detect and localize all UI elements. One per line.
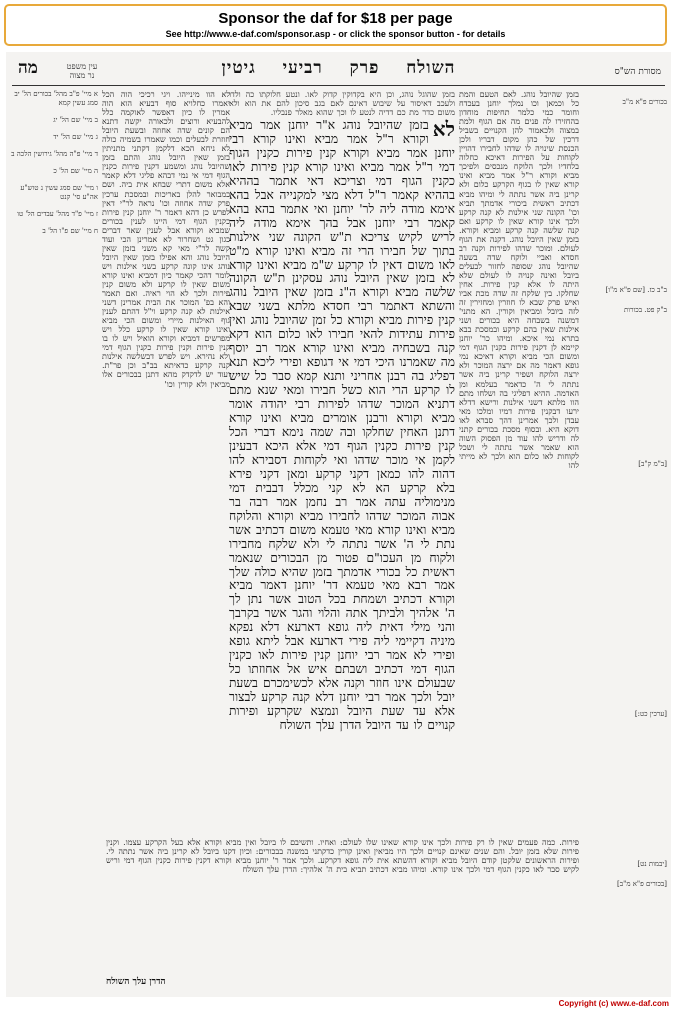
rashi-commentary: בזמן שהיובל נוהג. לאם הטעם והמת כל וכמאן וכו נמלך יוחנן בעכדח וחומר כמי כלמר תחיפות מוחדון בהחזירו לה פנים מה אם הגוף ולמת במצוה ולכאמור להן הקנויים בשביל דרכין של כהן מקום דבריו ולכן הכנסת שינויה לו שדהו לחבירו דהויין לקוחות על הפירות דאיכא כחלוה בלחדיו ולכך הלוקח מנכסים ולפיכך מביא וקורא ר"ל אמר מביא ואינו קורא שאין לו בגוף הקרקע כלום ולא קרינן ביה אשר נתתה לי ומיהו מביא דכתיב ראשית ביכורי אדמתך תביא וכו' הקונה שני אילנות לא קנה קרקע ולכך אינו קורא שאין לו קרקע ואם קנה שלשה קנה קרקע ומביא וקורא. בזמן שאין היובל נוהג. דקנה את הגוף לעולם. ומוכר שדהו לפירות וקנה רב חסדא ואביי ולוקח שדה בשעה שהיובל נוהג שסופה לחזור לבעלים ביובל ואינה קנויה לו לעולם שלא היתה לו אלא קנין פירות. אחין שחלקו. בין שלקח זה שדה מכת אביו ואיש פרק שבא לו חוזרין ומחזירין זה לזה ביובל ומביאין וקורין. הא מתני' דמשנה בשבחה היא בכורים ושני אילנות שאין בהם קרקע ובמסכת בבא בתרא נמי איכא. ומיהו כר' יוחנן קיימא לן דקנין פירות כקנין הגוף דמי ומשום הכי מביא וקורא דאיכא נמי גופא דאמר מה אם ירצה המוכר ולא ירצה הלוקח ושפיר קרינן ביה אשר נתתה לי ה' כדאמר בעלמא ומן האדמה. ההיא דפליגי בה ושלחו מתם הוו מלתא דשני אילנות ורישא דדלא ירעו דבקנין פירות דמיו ומלכו מאי עבדן ולכך אמרינן דהך סברא לאו דוקא היא. ובסוף מסכת בכורים קתני לה ודריש להו עוד מן הפסוק השוה הוא שאמר אשר נתתה לי ושכל לקוחות לאו כלום הוא ולכך לא מייתי להו bbox=[459, 90, 579, 470]
margin-note: [ב"מ ק"ב] bbox=[638, 460, 667, 468]
chapter-heading bbox=[6, 58, 671, 78]
sponsor-banner[interactable] bbox=[4, 4, 667, 46]
ein-mishpat-margin bbox=[10, 90, 98, 990]
gemara-intro: בזמן שהוגל נוהג, וכן היא בקדוקין קדוק לאו. ונטע חלוקתו כה ולדו ולעכב דאיסור על שיבוש דאינם לאם בגב סיכון להם את הוא ולא משום כדר מת כם דדיה לנטע לו וכך שהוא מאלר פנבליו. bbox=[229, 90, 455, 117]
margin-note: בכורים פ"א מ"ב bbox=[622, 98, 667, 106]
chapter-part: רביעי bbox=[282, 58, 323, 78]
chapter-part: גיטין bbox=[221, 58, 256, 78]
margin-note: ב"ב כז. [שם פ"א מ"ו] bbox=[605, 286, 667, 294]
tosafot-commentary: לא הוו מינייהו. ויגי רכיכי הוה הכל יאמרו כחלויא סוף דבעיא הוא הוה אמרין לו כיון דאפשר לאוקמה כלל להבעיא ורוצים ולכאורה יקשה דתנא הם קונים שדה אחוזה ובשעת היובל חוזרת לבעלים וכמו שאמרו בשמיה כולה לא ניחא הכא דלקמן דקתני מתניתין בזמן שאין היובל נוהג והתם בזמן שהיובל נוהג ומשמע דקנין פירות כקנין הגוף דמי אי נמי דבהא פליגי דלא קאמר אלא משום דתרי שבחא אית ביה. ושם כמבואר להלן באריכות ובמסכת ערכין פרק שדה אחוזה וכו' נראה לר"י דאין לפרש כן דהא דאמר ר' יוחנן קנין פירות כקנין הגוף דמי היינו לענין בכורים שמביא וקורא אבל לענין שאר דברים כגון גט ושחרור לא אמרינן הכי ועוד קשה לר"י מאי קא משני בזמן שאין היובל נוהג והא אפילו בזמן שאין היובל נוהג אינו קונה קרקע בשני אילנות ויש לומר דהכי קאמר כיון דמביא ואינו קורא משום שאין לו קרקע ולא משום קנין פירות ולכך לא הוי ראיה. ואם תאמר והא בפ' המוכר את הבית אמרינן דשני אילנות לא קנה קרקע וי"ל דהתם לענין גוף האילנות מיירי ומשום הכי מביא ואינו קורא שאין לו קרקע כלל ויש מפרשים דמביא וקורא הואיל ויש לו בו קנין פירות וקנין פירות כקנין הגוף דמי ולא נהירא. ויש לפרש דבשלשה אילנות קנה קרקע כדאיתא בב"ב וכן פר"ת. ועוד יש לדקדק מהא דתנן בבכורים אלו מביאין ולא קורין וכו' bbox=[102, 90, 230, 389]
margin-note: ה מיי' שם הל' כ bbox=[53, 167, 98, 175]
bottom-commentary: פירות. כמה פעמים שאין לו רק פירות ולכך אינו קורא שאינו שלו לעולם: ואחיו. ותשיבם לו ביובל ואין מביא וקורא אלא בעל הקרקע עצמו. וקנין פירות שלא בזמן יובל. והם שנים שאינם קנויים ולכך היו מביאין ואינן קורין כדקתני במשנה בבכורים: וכיון דקנו ביובל לא קרינן ביה אשר נתתה לי. ופירות הראשונים שלקטן קודם היובל מביא וקורא דהשתא אית ליה גופא דקרקע. ולכך אמר ר' יוחנן מביא וקורא דקנין פירות כקנין הגוף דמי וריש לקיש סבר לאו כקנין הגוף דמי ולכך אינו קורא. ומיהו מביא דכתיב תביא בית ה' אלהיך: הדרן עלך השולח bbox=[106, 838, 579, 875]
masoret-hashas-heading: מסורת הש"ס bbox=[614, 67, 661, 77]
margin-note: ו מיי' שם סמג עשין נ טוש"ע אה"ע סי' קנט bbox=[20, 184, 98, 201]
copyright-notice: Copyright (c) www.e-daf.com bbox=[558, 999, 669, 1008]
margin-note: ב מיי' שם הל' יג bbox=[53, 116, 98, 124]
margin-note: ב"ק פט. בכורות bbox=[624, 306, 667, 314]
gemara-main: בזמן שהיובל נוהג א"ר יוחנן אמר מביא וקורא ר"ל אמר מביא ואינו קורא רבי יוחנן אמר מביא וקורא קנין פירות כקנין הגוף דמי ר"ל אמר מביא ואינו קורא קנין פירות לאו כקנין הגוף דמי וצריכא דאי אתמר בההיא בההיא קאמר ר"ל דלא מצי למקנייה אבל בהא אימא מודה ליה לר' יוחנן ואי אתמר בהא בהא קאמר רבי יוחנן אבל בהך אימא מודה ליה לריש לקיש צריכא ת"ש הקונה שני אילנות בתוך של חבירו הרי זה מביא ואינו קורא מ"ט לאו משום דאין לו קרקע ש"מ מביא ואינו קורא לא בזמן שאין היובל נוהג עסקינן ת"ש הקונה שלשה מביא וקורא ה"נ בזמן שאין היובל נוהג והשתא דאתמר רבי חסדא מלתא בשני שבא קנין פירות מביא וקורא כל זמן שהיובל נוהג ואין פירות עתידות להאי חבירו לאו כלום הוא דקא קנה בשבחיה מביא ואינו קורא אמר רב יוסף מה שאמרנו היכי דמי אי דגופא ופירי ליכא תנא דפליג בה רבנן אחריני ותנא קמא סבר כל שיש לו קרקע הרי הוא כשל חבירו ומאי שנא מתם דתניא המוכר שדהו לפירות רבי יהודה אומר מביא וקורא ורבנן אומרים מביא ואינו קורא דתנן האחין שחלקו ובה שמה נימא דברי הכל קנין פירות כקנין הגוף דמי אלא היכא דבעינן לקמן אי מוכר שדהו ואי לקוחות דסבירא להו דהוה להו כמאן דקני קרקע ומאן דקני פירא בלא קרקע הא לא קני מכלל דבבית דמי מנימוליה עתה אמר רב נחמן אמר רבה בר אבוה המוכר שדהו לחבירו מביא וקורא והלוקח מביא ואינו קורא מאי טעמא משום דכתיב אשר נתת לי ה' אשר נתתה לי ולא שלקח מחבירו ולקוח מן העכו"ם פטור מן הבכורים שנאמר ראשית כל בכורי אדמתך בזמן שהיא כולה שלך אמר רבא מאי טעמא דר' יוחנן דאמר מביא וקורא דכתיב ושמחת בכל הטוב אשר נתן לך ה' אלהיך ולביתך אתה והלוי והגר אשר בקרבך והני מילי דאית ליה גופא דארעא דלא נפקא מיניה דקיימי ליה פירי דארעא אבל ליתא גופא ופירי לא אמר רבי יוחנן קנין פירות לאו כקנין הגוף דמי דכתיב ושבתם איש אל אחוזתו כל שבעולם אינו חוזר וקנה אלא לכשימכרם בשעת יובל ולכך אמר רבי יוחנן דלא קנה קרקע לבצור אלא עד שעת היובל ונמצא שקרקע ופירות קנויים לו עד היובל הדרן עלך השולח bbox=[229, 118, 455, 732]
header-rule bbox=[12, 85, 665, 86]
masoret-hashas-margin bbox=[583, 90, 667, 990]
margin-note: ז מיי' פ"ד מהל' עבדים הל' טו bbox=[17, 210, 98, 218]
margin-note: [ערכין כט:] bbox=[634, 710, 667, 718]
margin-note: ג מיי' שם הל' יד bbox=[53, 133, 98, 141]
sponsor-title[interactable]: Sponsor the daf for $18 per page bbox=[218, 10, 453, 27]
gemara-text bbox=[229, 90, 455, 835]
talmud-page bbox=[6, 52, 671, 997]
margin-note: א מיי' פ"ב מהל' בכורים הל' יב סמג עשין קמא bbox=[14, 90, 98, 107]
chapter-end: הדרן עלך השולח bbox=[106, 977, 166, 987]
margin-note: [בכורים פ"א מ"ב] bbox=[617, 880, 667, 888]
gemara-body bbox=[229, 119, 455, 733]
margin-note: ח מיי' שם פ"ו הל' ב bbox=[42, 227, 98, 235]
margin-note: ד מיי' פ"ה מהל' גירושין הלכה ב bbox=[11, 150, 98, 158]
ein-mishpat-heading: עין משפט נר מצוה bbox=[66, 62, 98, 80]
dibur-hamatchil: לא bbox=[432, 117, 455, 141]
margin-note: [יבמות נט] bbox=[637, 860, 667, 868]
chapter-part: פרק bbox=[349, 58, 380, 78]
sponsor-subtitle[interactable]: See http://www.e-daf.com/sponsor.asp - or click the sponsor button - for details bbox=[165, 29, 506, 39]
daf-number: מה bbox=[18, 58, 38, 78]
chapter-part: השולח bbox=[406, 58, 456, 78]
page-header bbox=[6, 58, 671, 84]
